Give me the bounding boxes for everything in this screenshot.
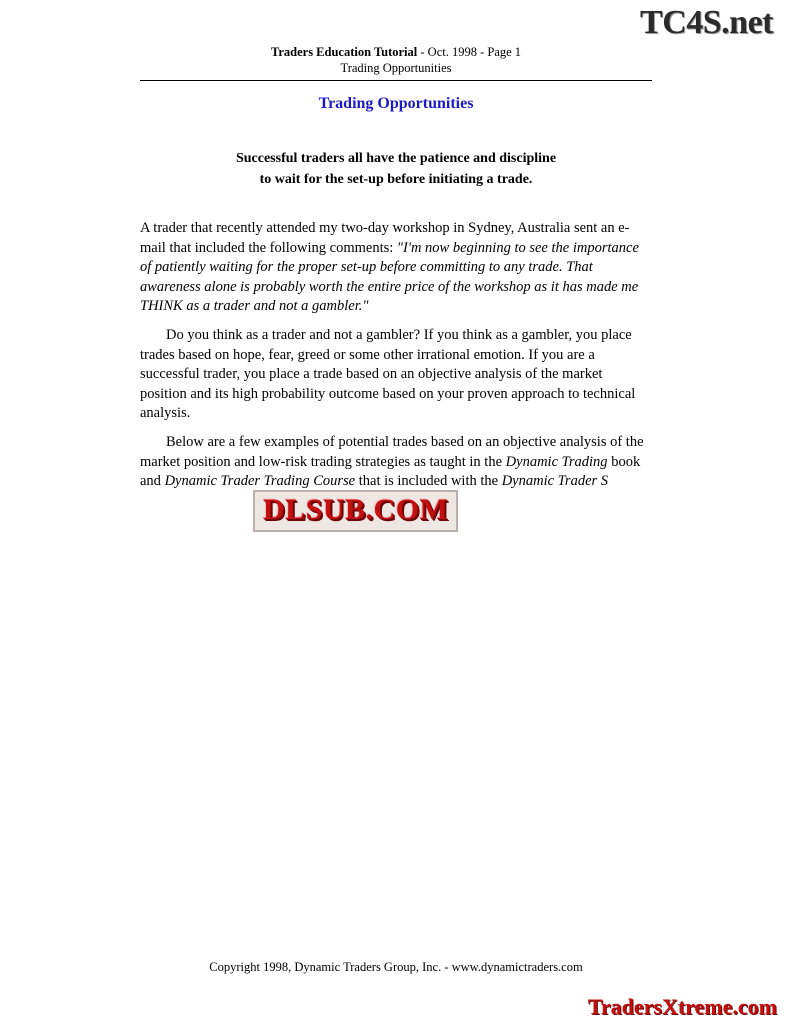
paragraph-3 bbox=[140, 433, 652, 492]
page-header bbox=[140, 44, 652, 76]
page-subtitle bbox=[140, 148, 652, 190]
subtitle-line-1: Successful traders all have the patience and discipline bbox=[235, 151, 557, 166]
book-title-dynamic-trading: Dynamic Trading bbox=[505, 453, 608, 470]
header-issue: - Oct. 1998 - Page 1 bbox=[417, 45, 522, 59]
paragraph-2: Do you think as a trader and not a gambler? If you think as a gambler, you place trades based on hope, fear, greed or some other irrational emotion. If you are a successful trader, you place a trade based on an objective analysis of the market position and its high probability outcome based on your proven approach to technical analysis. bbox=[140, 326, 636, 422]
watermark-tc4s: TC4S.net bbox=[640, 4, 773, 41]
paragraph-1-quote: "I'm now beginning to see the importance of patiently waiting for the proper set-up before committing to any trade. That awareness alone is probably worth the entire price of the workshop as it has made me THINK as a trader and not a gambler." bbox=[140, 239, 639, 315]
watermark-tradersxtreme: TradersXtreme.com bbox=[587, 994, 777, 1019]
header-line-publication bbox=[140, 44, 652, 60]
paragraph-1 bbox=[140, 219, 652, 317]
paragraph-1-lead: A trader that recently attended my two-day workshop in Sydney, Australia sent an e-mail that included the following comments: bbox=[140, 220, 630, 256]
book-title-dynamic-trader-course: Dynamic Trader Trading Course bbox=[164, 473, 356, 490]
article-body bbox=[140, 219, 652, 501]
paragraph-3-part-c: that is included with the bbox=[355, 473, 502, 490]
header-divider bbox=[140, 80, 652, 81]
page-footer: Copyright 1998, Dynamic Traders Group, Inc. - www.dynamictraders.com bbox=[209, 960, 583, 974]
watermark-dlsub: DLSUB.COM bbox=[253, 490, 458, 532]
paragraph-3-part-b: book and bbox=[140, 453, 641, 490]
header-section: Trading Opportunities bbox=[340, 61, 452, 75]
book-title-dynamic-trader-s: Dynamic Trader S bbox=[501, 473, 609, 490]
paragraph-3-part-a: Below are a few examples of potential trades based on an objective analysis of the market position and low-risk trading strategies as taught in the bbox=[140, 433, 644, 470]
header-publication: Traders Education Tutorial bbox=[270, 45, 418, 59]
page-title: Trading Opportunities bbox=[318, 95, 474, 112]
subtitle-line-2: to wait for the set-up before initiating a trade. bbox=[259, 172, 533, 187]
